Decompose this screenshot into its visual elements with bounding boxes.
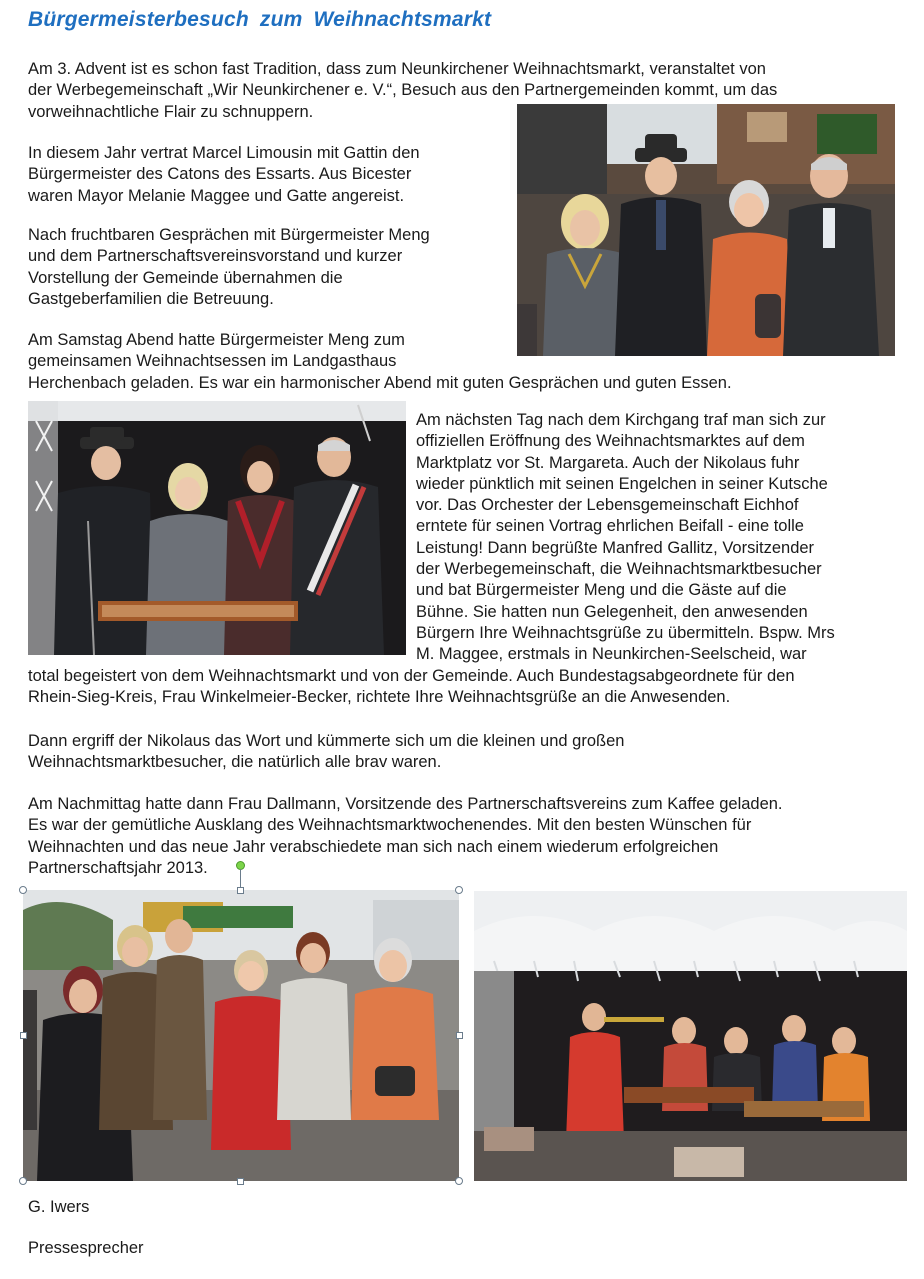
photo-market-visitors[interactable] — [23, 890, 459, 1181]
photo-mayors-group — [517, 104, 895, 356]
text-line: gemeinsamen Weihnachtsessen im Landgasthaus — [28, 352, 397, 371]
text-line: Bürgermeister des Catons des Essarts. Aus Bicester — [28, 165, 412, 184]
text-line: erntete für seinen Vortrag ehrlichen Beifall - eine tolle — [416, 517, 804, 536]
text-line: der Werbegemeinschaft, die Weihnachtsmarktbesucher — [416, 560, 822, 579]
text-line: Am nächsten Tag nach dem Kirchgang traf man sich zur — [416, 411, 826, 429]
text-line: offiziellen Eröffnung des Weihnachtsmarktes auf dem — [416, 432, 805, 451]
text-line: Weihnachtsmarktbesucher, die natürlich alle brav waren. — [28, 753, 442, 772]
text-line: waren Mayor Melanie Maggee und Gatte angereist. — [28, 186, 405, 205]
text-line: Rhein-Sieg-Kreis, Frau Winkelmeier-Becker, richtete Ihre Weihnachtsgrüße an die Anwesenden. — [28, 688, 731, 707]
text-line: Weihnachten und das neue Jahr verabschiedete man sich nach einem wiederum erfolgreichen — [28, 837, 719, 856]
text-line: Bühne. Sie hatten nun Gelegenheit, den anwesenden — [416, 602, 808, 621]
page-title: Bürgermeisterbesuch zum Weihnachtsmarkt — [28, 8, 492, 31]
nikolaus-paragraph — [28, 731, 624, 774]
text-line: Dann ergriff der Nikolaus das Wort und kümmerte sich um die kleinen und großen — [28, 732, 625, 750]
text-line: Leistung! Dann begrüßte Manfred Gallitz, Vorsitzender — [416, 538, 815, 557]
resize-handle-bottom-right[interactable] — [455, 1177, 463, 1185]
talks-paragraph — [28, 225, 430, 310]
text-line: Herchenbach geladen. Es war ein harmonischer Abend mit guten Gesprächen und guten Essen. — [28, 373, 732, 392]
text-line: total begeistert von dem Weihnachtsmarkt und von der Gemeinde. Auch Bundestagsabgeordnete für den — [28, 667, 795, 685]
text-line: vorweihnachtliche Flair zu schnuppern. — [28, 102, 314, 121]
photo-stage-speakers — [28, 401, 406, 655]
text-line: Partnerschaftsjahr 2013. — [28, 858, 208, 877]
guests-paragraph — [28, 143, 420, 207]
resize-handle-bottom-left[interactable] — [19, 1177, 27, 1185]
text-line: wieder pünktlich mit seinen Engelchen in seiner Kutsche — [416, 474, 828, 493]
author-name: G. Iwers — [28, 1198, 90, 1216]
author-role: Pressesprecher — [28, 1239, 144, 1257]
text-line: und dem Partnerschaftsvereinsvorstand und kurzer — [28, 247, 403, 266]
photo-orchestra — [474, 891, 907, 1181]
text-line: der Werbegemeinschaft „Wir Neunkirchener e. V.“, Besuch aus den Partnergemeinden kommt, um das — [28, 81, 778, 100]
rotation-handle-stem — [240, 869, 241, 887]
text-line: Gastgeberfamilien die Betreuung. — [28, 289, 274, 308]
text-line: vor. Das Orchester der Lebensgemeinschaft Eichhof — [416, 496, 799, 515]
resize-handle-top-left[interactable] — [19, 886, 27, 894]
resize-handle-right[interactable] — [456, 1032, 463, 1039]
text-line: Am Nachmittag hatte dann Frau Dallmann, Vorsitzende des Partnerschaftsvereins zum Kaffee geladen. — [28, 795, 783, 813]
text-line: In diesem Jahr vertrat Marcel Limousin mit Gattin den — [28, 144, 420, 162]
text-line: Am 3. Advent ist es schon fast Tradition, dass zum Neunkirchener Weihnachtsmarkt, veranstaltet von — [28, 60, 766, 78]
text-line: Am Samstag Abend hatte Bürgermeister Meng zum — [28, 331, 405, 349]
resize-handle-top[interactable] — [237, 887, 244, 894]
text-line: Marktplatz vor St. Margareta. Auch der Nikolaus fuhr — [416, 453, 800, 472]
text-line: Es war der gemütliche Ausklang des Weihnachtsmarktwochenendes. Mit den besten Wünschen für — [28, 816, 752, 835]
resize-handle-bottom[interactable] — [237, 1178, 244, 1185]
text-line: Bürgern Ihre Weihnachtsgrüße zu übermitteln. Bspw. Mrs — [416, 623, 835, 642]
text-line: und bat Bürgermeister Meng und die Gäste auf die — [416, 581, 787, 600]
opening-paragraph-continued — [28, 666, 795, 709]
closing-paragraph — [28, 794, 783, 879]
resize-handle-left[interactable] — [20, 1032, 27, 1039]
text-line: M. Maggee, erstmals in Neunkirchen-Seelscheid, war — [416, 645, 807, 664]
text-line: Nach fruchtbaren Gesprächen mit Bürgermeister Meng — [28, 226, 430, 244]
opening-paragraph — [416, 410, 835, 666]
text-line: Vorstellung der Gemeinde übernahmen die — [28, 268, 343, 287]
resize-handle-top-right[interactable] — [455, 886, 463, 894]
